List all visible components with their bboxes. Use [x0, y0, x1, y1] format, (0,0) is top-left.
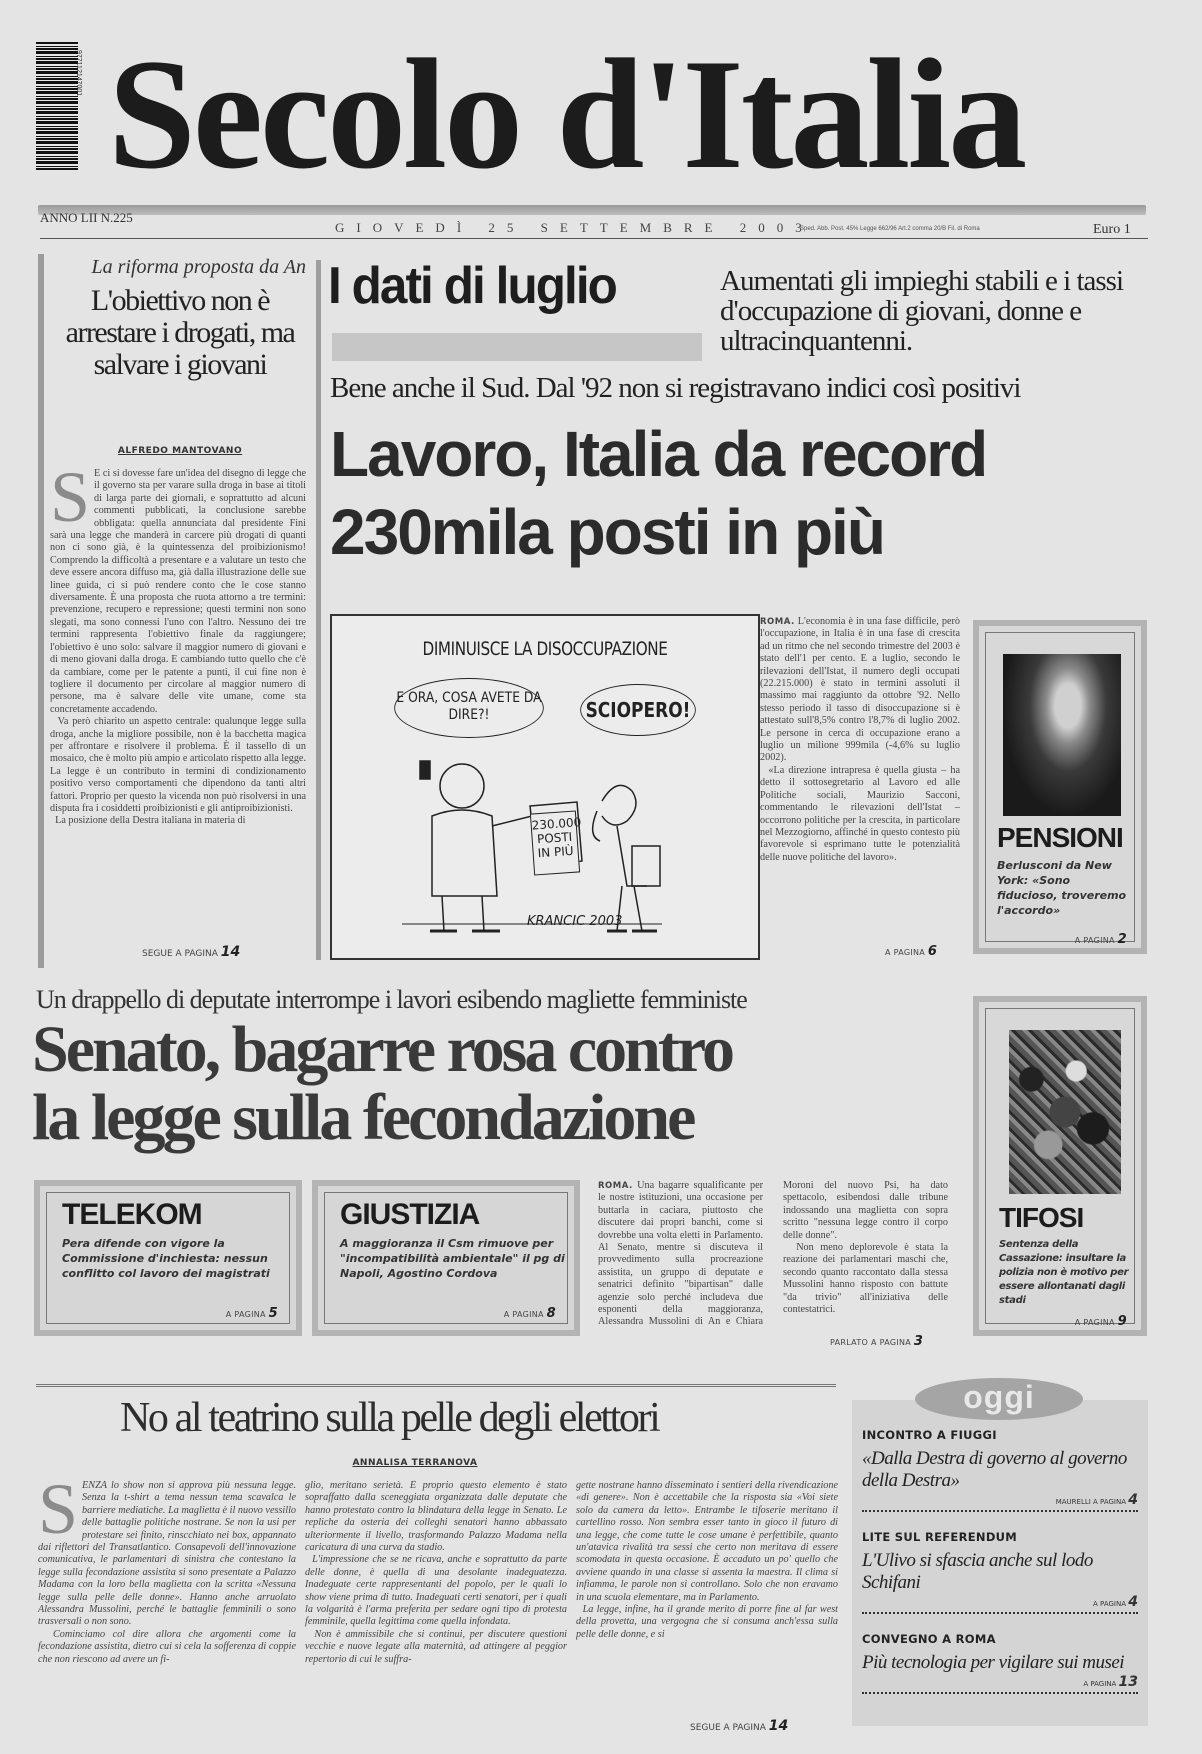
editorial-col3-p1: gette nostrane hanno disseminato i sentieri della rivendicazione «di genere». Non è accettabile che la risposta sia «Voi siete solo da camera da letto». Entrambe le tifoserie meritano il cartellino rosso. Non sembra esser tanto in gioco il futuro di una legge, che come tutte le cose umane è perfettibile, quanto un'atavica rivalità tra sessi che certo non meritava di essere scomodata in questa occasione. È accaduto un po' quello che avviene quando in una classe si assenta la maestra. Il clima si infiamma, le parole non si controllano. Solo che non eravamo in una scuola elementare, ma in Parlamento. — [576, 1480, 838, 1603]
barcode-number: 977112147001 — [75, 50, 82, 97]
senato-article-body — [598, 1180, 948, 1332]
oggi-item-heading: LITE SUL REFERENDUM — [862, 1530, 1018, 1544]
price: Euro 1 — [1093, 222, 1131, 237]
continue-page: 8 — [546, 1306, 556, 1321]
continue-page: 9 — [1117, 1314, 1127, 1329]
left-article-byline-wrap — [50, 440, 310, 458]
giustizia-text: A maggioranza il Csm rimuove per "incompatibilità ambientale" il pg di Napoli, Agostino Cordova — [340, 1237, 565, 1280]
editorial-col3-p2: La legge, infine, ha il grande merito di porre fine al far west della provetta, una vergogna che si consuma anch'essa sulla pelle delle donne, e si — [576, 1604, 838, 1640]
ref-label: A PAGINA — [1093, 1498, 1127, 1506]
continue-label: PARLATO A PAGINA — [830, 1338, 912, 1347]
editorial-cartoon — [330, 614, 760, 960]
continue-page: 14 — [220, 944, 241, 960]
ref-page: 4 — [1128, 1492, 1138, 1508]
tifosi-text: Sentenza della Cassazione: insultare la polizia non è motivo per essere allontanati dagli stadi — [999, 1239, 1129, 1306]
continue-page: 3 — [913, 1334, 924, 1349]
oggi-item-ref — [862, 1492, 1138, 1512]
pensioni-continue[interactable] — [1075, 932, 1127, 947]
continue-label: A PAGINA — [225, 1310, 266, 1319]
lead-dateline: ROMA. — [760, 617, 795, 627]
editorial-col1-p2: Cominciamo col dire allora che argomenti come la fecondazione assistita, dietro cui si cela la sofferenza di coppie che non riescono ad avere un fi- — [38, 1628, 296, 1665]
tifosi-continue[interactable] — [1075, 1314, 1127, 1329]
left-article-body — [50, 468, 306, 930]
senato-dateline: ROMA. — [598, 1181, 633, 1191]
editorial-col2-p3: Non è ammissibile che si continui, per discutere questioni vecchie e nuove legate alla maternità, ad attingere al peggior repertorio di cui le suffra- — [305, 1628, 567, 1665]
pensioni-box[interactable] — [973, 620, 1147, 954]
speech-bubble-left: E ORA, COSA AVETE DA DIRE?! — [394, 678, 544, 738]
continue-page: 6 — [927, 944, 938, 959]
telekom-title: TELEKOM — [62, 1198, 202, 1231]
pensioni-text: Berlusconi da New York: «Sono fiducioso, troveremo l'accordo» — [997, 859, 1127, 917]
telekom-box[interactable] — [34, 1180, 302, 1336]
lead-article-p2: «La direzione intrapresa è quella giusta – ha detto il sottosegretario al Lavoro ed alle Politiche sociali, Maurizio Sacconi, commentando le rilevazioni dell'Istat – occorrono politiche per la crescita, in particolare nel Mezzogiorno, affinché in questo contesto più favorevole si esprimano tutte le potenzialità delle nuove politiche del lavoro». — [760, 764, 960, 863]
editorial-byline-wrap — [120, 1452, 710, 1470]
senato-article-p2: Non meno deplorevole è stata la reazione dei parlamentari maschi che, secondo quanto raccontato dalla stessa Mussolini hanno risposto con battute "da trivio" all'iniziativa delle contestatrici. — [783, 1242, 948, 1316]
lead-headline[interactable] — [330, 415, 986, 571]
telekom-text: Pera difende con vigore la Commissione d'inchiesta: nessun conflitto col lavoro dei magistrati — [62, 1237, 270, 1280]
editorial-col1 — [38, 1480, 296, 1722]
section-rule — [36, 1384, 836, 1387]
ref-label: A PAGINA — [1083, 1680, 1117, 1688]
oggi-item-title: Più tecnologia per vigilare sui musei — [862, 1652, 1125, 1673]
senato-article-p1: Una bagarre squalificante per le nostre istituzioni, una occasione per buttarla in caciara, piuttosto che discutere dai propri banchi, come si dovrebbe una volta eletti in Parlamento. Al Senato, mentre si discuteva il provvedimento sulla procreazione assistita, un gruppo di deputate e senatrici definito "bipartisan" dalle agenzie solo perché includeva due esponenti della maggioranza, Alessandra Mussolini di An e Chiara Moroni del nuovo Psi, ha dato spettacolo, esibendosi dalle tribune indossando una maglietta con sopra scritto "nessuna legge contro il corpo delle donne". — [598, 1180, 948, 1328]
continue-page: 14 — [768, 1718, 789, 1734]
ref-page: 4 — [1128, 1594, 1138, 1610]
editorial-col2-p1: glio, meritano serietà. È proprio questo elemento è stato sopraffatto dalla sceneggiata organizzata dalle deputate che hanno protestato contro la blindatura della legge in Senato. Le repliche da osteria dei colleghi senatori hanno abbassato ulteriormente il livello, trasformando Palazzo Madama nella caricatura di una curva da stadio. — [305, 1480, 567, 1554]
issue-date: GIOVEDÌ 25 SETTEMBRE 2003 — [335, 220, 814, 235]
continue-label: SEGUE A PAGINA — [690, 1723, 766, 1733]
lead-headline-line1: Lavoro, Italia da record — [330, 418, 987, 490]
left-article-headline[interactable]: L'obiettivo non è arrestare i drogati, ma salvare i giovani — [65, 284, 295, 381]
lead-article-p1: L'economia è in una fase difficile, però l'occupazione, in Italia è in una fase di crescita ad un ritmo che nel secondo trimestre del 2003 è stato dell'1 per cento. E a luglio, secondo le rilevazioni dell'Istat, il numero degli occupati (22.215.000) è stato in termini assoluti il massimo mai raggiunto da ottobre '92. Nello stesso periodo il tasso di disoccupazione si è attestato sull'8,5% contro l'8,7% di luglio 2002. Le persone in cerca di occupazione erano a luglio un milione 999mila (-4,6% su luglio 2002). — [760, 616, 960, 764]
newspaper-masthead: Secolo d'Italia — [108, 27, 1025, 202]
giustizia-title: GIUSTIZIA — [340, 1198, 480, 1231]
left-article-p2: Va però chiarito un aspetto centrale: qualunque legge sulla droga, anche la migliore possibile, non è la bacchetta magica per affrontare e risolvere il problema. È il tassello di un mosaico, che è molto più ampio e articolato rispetto alla legge. La legge è un contributo in termini di condizionamento positivo verso comportamenti che dipendono da tanti altri fattori. Proprio per questo la vicenda non può risolversi in una disputa fra i cosiddetti proibizionisti e gli antiproibizionisti. — [50, 716, 306, 814]
ref-label: A PAGINA — [1093, 1600, 1127, 1608]
editorial-col2 — [305, 1480, 567, 1722]
tifosi-title: TIFOSI — [999, 1202, 1084, 1233]
dropcap: S — [38, 1480, 79, 1549]
lead-article-body — [760, 616, 960, 936]
speech-bubble-right: SCIOPERO! — [580, 684, 696, 736]
oggi-item-title: «Dalla Destra di governo al governo della Destra» — [862, 1448, 1127, 1491]
telekom-continue[interactable] — [226, 1306, 278, 1321]
ref-author: MAURELLI — [1055, 1498, 1091, 1506]
senato-headline-line2: la legge sulla fecondazione — [32, 1081, 694, 1154]
continue-label: A PAGINA — [1074, 1318, 1115, 1327]
editorial-headline[interactable]: No al teatrino sulla pelle degli elettori — [120, 1395, 659, 1441]
kicker-bar — [332, 333, 702, 361]
oggi-item-ref — [862, 1674, 1138, 1694]
column-divider — [316, 260, 321, 960]
oggi-item-heading: INCONTRO A FIUGGI — [862, 1428, 997, 1442]
oggi-item-ref — [862, 1594, 1138, 1614]
senato-kicker: Un drappello di deputate interrompe i lavori esibendo magliette femministe — [36, 985, 747, 1014]
editorial-byline: ANNALISA TERRANOVA — [352, 1458, 478, 1468]
senato-headline-line1: Senato, bagarre rosa contro — [32, 1013, 732, 1086]
continue-label: SEGUE A PAGINA — [142, 949, 218, 959]
pensioni-title: PENSIONI — [997, 822, 1123, 853]
berlusconi-photo — [1003, 654, 1121, 816]
oggi-item-heading: CONVEGNO A ROMA — [862, 1632, 996, 1646]
left-article-p1: E ci si dovesse fare un'idea del disegno di legge che il governo sta per varare sulla droga in base ai titoli di larga parte dei giornali, e soprattutto ad alcuni commenti pubblicati, la conclusione sarebbe obbligata: quella annunciata dal presidente Fini sarà una legge che manderà in carcere più drogati di quanti non ci sono già, è la quintessenza del proibizionismo! Comprendo la difficoltà a presentare e a valutare un testo che deve essere ancora diffuso ma, già dalla illustrazione delle sue linee guida, ci si può rendere conto che le cose stanno diversamente. È una proposta che ruota attorno a tre termini: prevenzione, recupero e repressione; questi termini non sono slegati, ma sono connessi l'uno con l'altro. Nessuno dei tre termini rappresenta l'obiettivo finale da raggiungere; l'obiettivo è uno solo: salvare il maggior numero di giovani e di meno giovani dalla droga. E cambiando tutto quello che c'è da cambiare, come per le patente a punti, il cui fine non è togliere il documento per circolare al maggior numero di persone, ma è salvare delle vite umane, come sta concretamente accadendo. — [50, 468, 306, 715]
continue-page: 2 — [1117, 932, 1127, 947]
cartoon-title: DIMINUISCE LA DISOCCUPAZIONE — [422, 638, 668, 660]
senato-headline[interactable] — [32, 1013, 732, 1154]
senato-continue[interactable] — [830, 1334, 923, 1349]
lead-subhead: Aumentati gli impieghi stabili e i tassi d'occupazione di giovani, donne e ultracinquantenni. — [720, 265, 1124, 357]
continue-label: A PAGINA — [885, 948, 926, 957]
giustizia-continue[interactable] — [504, 1306, 556, 1321]
oggi-label: oggi — [963, 1379, 1035, 1415]
editorial-col1-p1: ENZA lo show non si approva più nessuna legge. Senza la t-shirt a tema nessun tema scavalca le barriere mediatiche. La maglietta è il nuovo vessillo delle battaglie politiche nostrane. Se non la usi per protestare sei finito, rinscchiato nei box, appannato dai riflettori del Transatlantico. Consapevoli dell'innovazione comunicativa, le parlamentari di sinistra che contestano la legge sulla fecondazione assistita si sono presentate a Palazzo Madama con la loro bella maglietta con la scritta «Nessuna legge sulla pelle delle donne». Hanno anche arruolato Alessandra Mussolini, perché le battaglie femminili o sono trasversali o non sono. — [38, 1480, 296, 1628]
oggi-item[interactable] — [862, 1428, 1138, 1512]
postal-note: Sped. Abb. Post. 45% Legge 662/96 Art.2 comma 20/B Fil. di Roma — [800, 226, 980, 232]
lead-continue[interactable] — [885, 944, 937, 959]
oggi-item[interactable] — [862, 1530, 1138, 1614]
left-article-p3: La posizione della Destra italiana in materia di — [55, 815, 246, 827]
left-article-continue[interactable] — [142, 944, 240, 960]
lead-deck: Bene anche il Sud. Dal '92 non si registravano indici così positivi — [330, 372, 1021, 404]
ref-page: 13 — [1118, 1674, 1138, 1690]
editorial-col2-p2: L'impressione che se ne ricava, anche e soprattutto da parte delle donne, è quella di una desolante inadeguatezza. Inadeguate certe rappresentanti del popolo, per le quali lo show viene prima di tutto. Inadeguati certi senatori, per i quali la volgarità è l'arma preferita per sedare ogni tipo di protesta femminile, quella legittima come quella infondata. — [305, 1554, 567, 1628]
oggi-item[interactable] — [862, 1632, 1138, 1694]
giustizia-box[interactable] — [312, 1180, 580, 1336]
cartoon-sign: 230.000 POSTI IN PIÙ — [530, 810, 580, 875]
lead-headline-line2: 230mila posti in più — [330, 496, 884, 568]
tifosi-photo — [1009, 1030, 1121, 1194]
lead-kicker: I dati di luglio — [328, 257, 616, 315]
cartoon-signature: KRANCIC 2003 — [527, 914, 623, 929]
left-article-byline: ALFREDO MANTOVANO — [117, 446, 243, 456]
continue-label: A PAGINA — [503, 1310, 544, 1319]
left-article-kicker: La riforma proposta da An — [91, 256, 306, 278]
dropcap: S — [50, 468, 91, 537]
continue-label: A PAGINA — [1074, 936, 1115, 945]
continue-page: 5 — [268, 1306, 278, 1321]
tifosi-box[interactable] — [973, 996, 1147, 1336]
oggi-item-title: L'Ulivo si sfascia anche sul lodo Schifani — [862, 1550, 1093, 1593]
editorial-col3 — [576, 1480, 838, 1692]
editorial-continue[interactable] — [690, 1718, 788, 1734]
issue-number: ANNO LII N.225 — [40, 210, 133, 225]
